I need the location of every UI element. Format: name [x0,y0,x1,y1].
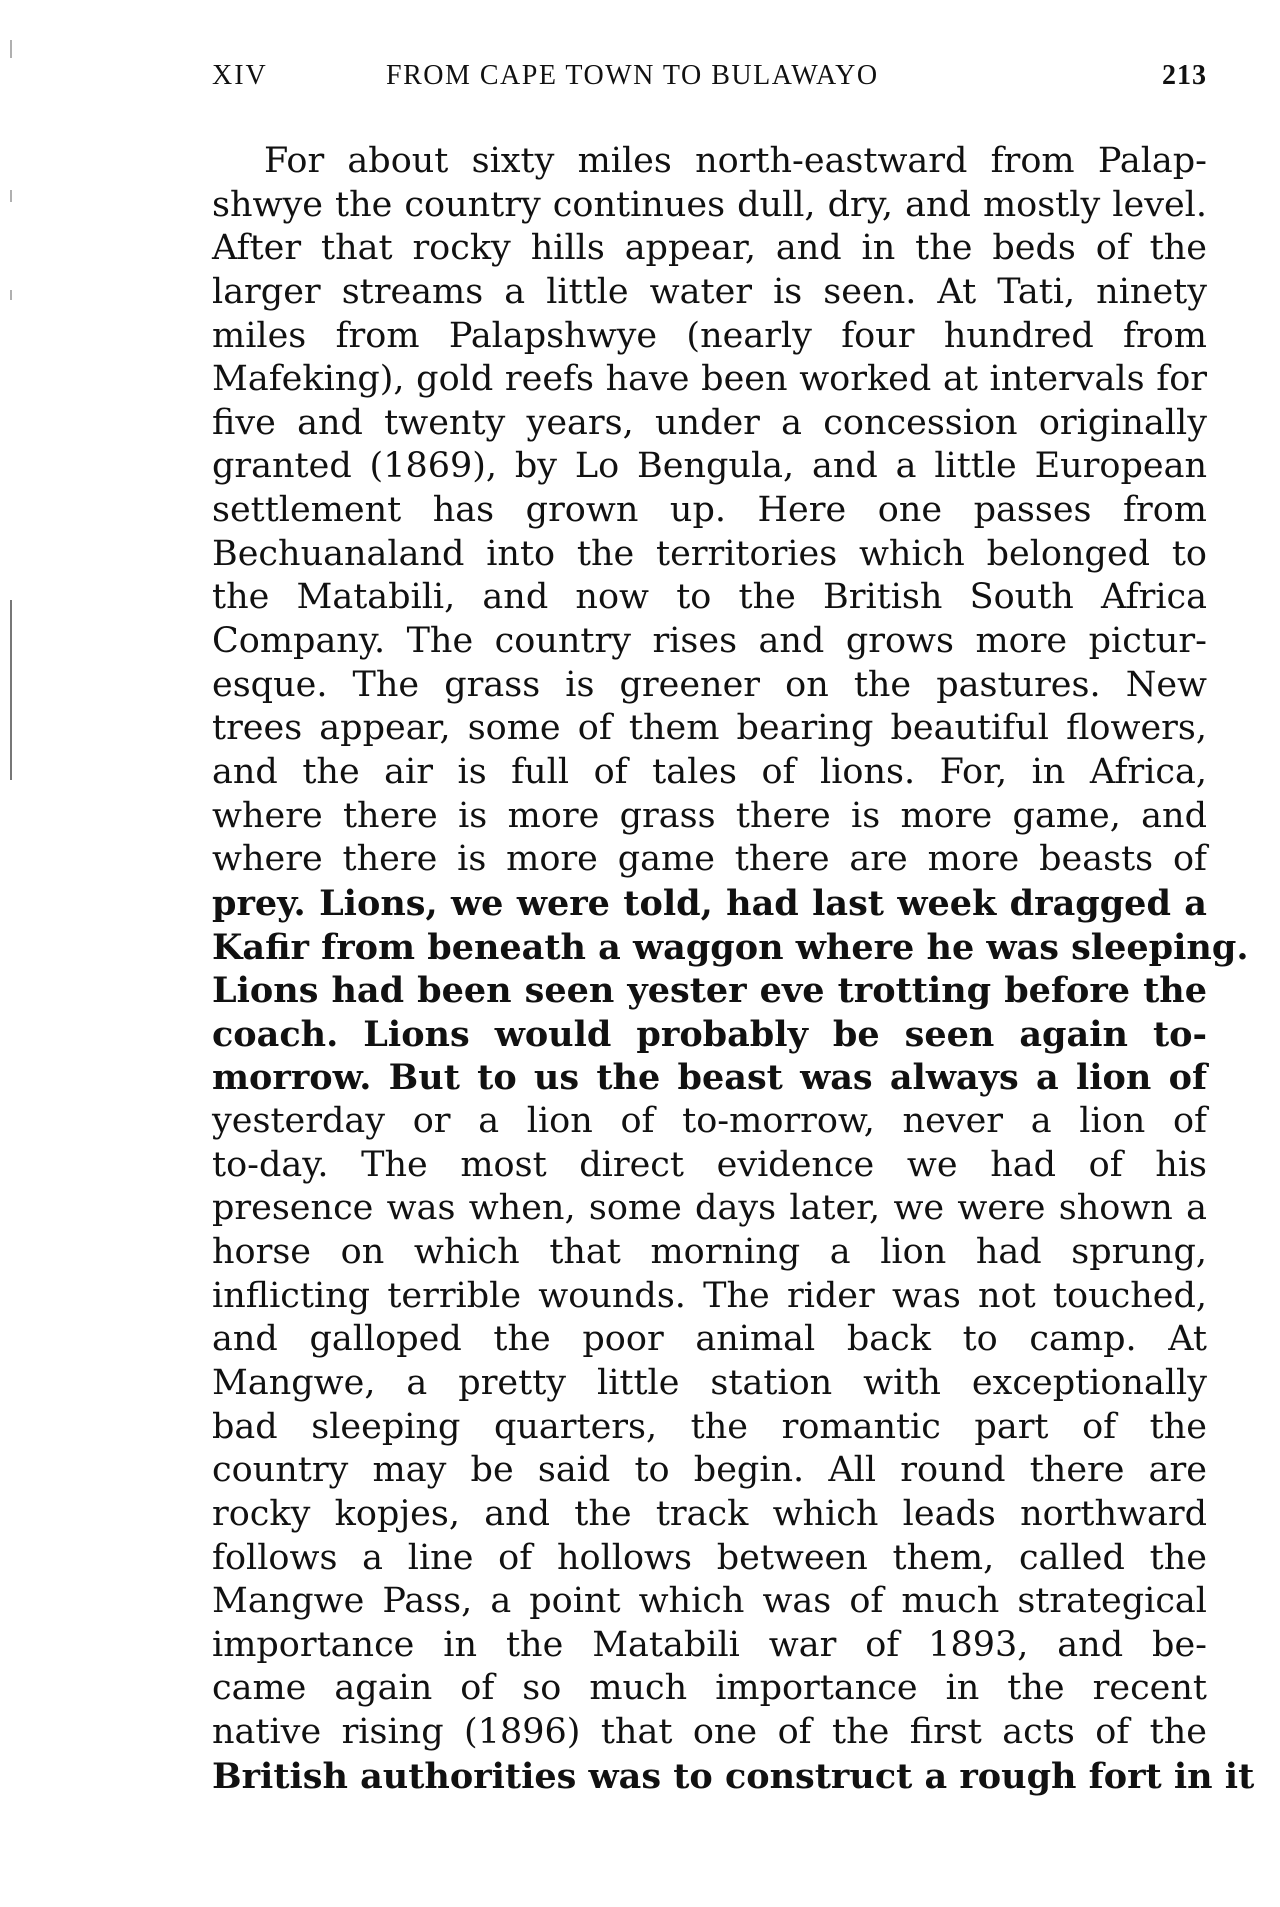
text-line: Lions had been seen yester eve trotting before the [212,970,1207,1012]
running-head [212,60,1207,100]
text-line: Mangwe, a pretty little station with exceptionally [212,1362,1207,1403]
text-line: miles from Palapshwye (nearly four hundred from [212,315,1207,356]
text-line: came again of so much importance in the recent [212,1668,1207,1709]
text-line: trees appear, some of them bearing beautiful flowers, [212,708,1207,749]
text-line: the Matabili, and now to the British South Africa [212,577,1207,618]
text-line: to-day. The most direct evidence we had of his [212,1144,1207,1185]
text-line: where there is more game there are more beasts of [212,839,1207,880]
text-line: Kafir from beneath a waggon where he was sleeping. [212,926,1249,968]
text-line: larger streams a little water is seen. At Tati, ninety [212,271,1207,312]
text-line: presence was when, some days later, we were shown a [212,1188,1207,1229]
text-line: five and twenty years, under a concession originally [212,402,1207,443]
text-line: Mafeking), gold reefs have been worked at intervals for [212,359,1207,400]
running-title: FROM CAPE TOWN TO BULAWAYO [386,60,879,91]
text-line: inflicting terrible wounds. The rider was not touched, [212,1275,1207,1316]
text-line: and galloped the poor animal back to camp. At [212,1319,1207,1360]
text-line: esque. The grass is greener on the pastures. New [212,664,1207,705]
text-line: yesterday or a lion of to-morrow, never a lion of [212,1101,1207,1142]
text-line: Company. The country rises and grows more pictur- [212,621,1207,662]
text-line: morrow. But to us the beast was always a lion of [212,1057,1207,1099]
text-line: rocky kopjes, and the track which leads northward [212,1493,1207,1534]
text-line: and the air is full of tales of lions. For, in Africa, [212,751,1207,792]
text-line: granted (1869), by Lo Bengula, and a little European [212,446,1207,487]
text-line: Mangwe Pass, a point which was of much strategical [212,1581,1207,1622]
text-line: country may be said to begin. All round there are [212,1450,1207,1491]
text-line: bad sleeping quarters, the romantic part of the [212,1406,1207,1447]
text-line: horse on which that morning a lion had sprung, [212,1232,1207,1273]
text-line: shwye the country continues dull, dry, and mostly level. [212,184,1207,225]
page-number: 213 [1162,60,1207,91]
text-line: native rising (1896) that one of the first acts of the [212,1712,1207,1753]
text-line: coach. Lions would probably be seen again to- [212,1013,1207,1055]
text-line: follows a line of hollows between them, called the [212,1537,1207,1578]
text-line: Bechuanaland into the territories which belonged to [212,533,1207,574]
text-line: British authorities was to construct a rough fort in it [212,1755,1255,1797]
text-line: settlement has grown up. Here one passes from [212,490,1207,531]
body-paragraph [212,140,1255,1798]
text-line: importance in the Matabili war of 1893, and be- [212,1624,1207,1665]
chapter-number: XIV [212,60,268,91]
text-line: prey. Lions, we were told, had last week dragged a [212,882,1207,924]
text-line: For about sixty miles north-eastward from Palap- [264,141,1207,181]
text-line: where there is more grass there is more game, and [212,795,1207,836]
text-line: After that rocky hills appear, and in the beds of the [212,228,1207,269]
scan-margin-marks [6,40,20,940]
